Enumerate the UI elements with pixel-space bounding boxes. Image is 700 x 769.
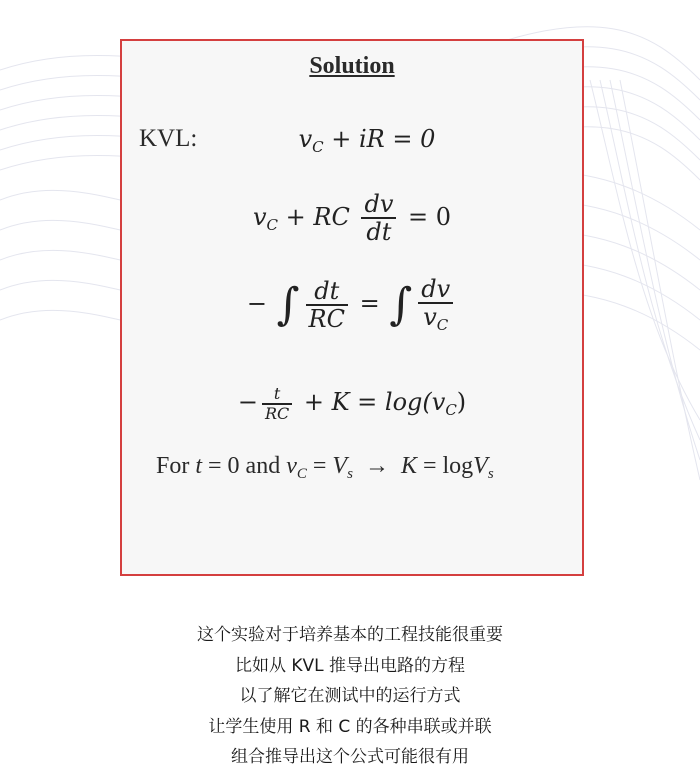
last-for: For [156,453,196,479]
eq3-num1: dt [306,278,348,306]
eq4-sub: C [445,401,457,420]
last-log: = log [416,453,474,479]
last-t-eq: = 0 and [202,453,287,479]
equation-differential [122,191,582,246]
eq3-den1: RC [308,304,345,333]
equation-integral [122,276,582,334]
eq4-minus: − [237,388,258,417]
slide-title: Solution [309,53,395,79]
integral-sign-right: ∫ [389,278,413,330]
last-sub-s2: s [487,466,494,482]
eq2-den: dt [366,218,392,247]
arrow-icon: → [352,453,401,479]
eq2-num: dv [361,191,396,219]
eq3-sub: C [436,316,449,335]
eq3-den2: v [423,303,437,332]
last-K: K [400,453,417,479]
eq4-fraction [262,385,292,422]
eq2-eq0: = 0 [400,202,452,231]
eq3-fraction-left [306,278,348,333]
last-sub-c: C [296,466,307,482]
initial-condition-line [156,453,494,483]
eq2-sub: C [266,215,279,234]
eq3-den2-wrap [418,304,453,334]
last-eq: = [306,453,333,479]
kvl-label: KVL: [139,125,198,152]
eq1-rest: + iR = 0 [323,125,436,153]
last-t: t [195,453,203,479]
last-v: v [286,453,297,479]
eq2-rc: + RC [278,202,358,231]
equation-log [122,385,582,422]
caption-line: 让学生使用 R 和 C 的各种串联或并联 [208,716,492,737]
eq1-sub: C [312,138,324,156]
eq4-close: ) [456,388,467,417]
subtitle-caption [0,620,700,769]
caption-line: 这个实验对于培养基本的工程技能很重要 [197,625,503,645]
eq4-num: t [262,385,292,405]
solution-slide [120,39,584,576]
eq3-fraction-right [418,276,453,334]
caption-line: 比如从 KVL 推导出电路的方程 [234,655,466,676]
integral-sign-left: ∫ [276,278,300,330]
eq2-v: v [252,202,267,231]
eq4-v: v [431,388,446,417]
last-sub-s: s [347,466,353,482]
eq1-v: v [298,125,313,153]
eq3-minus: − [246,289,267,318]
equation-kvl [122,125,582,156]
eq4-den: RC [264,403,290,423]
caption-line: 组合推导出这个公式可能很有用 [231,747,469,767]
last-V2: V [473,453,488,479]
last-V: V [332,453,348,479]
eq4-mid: + K = log( [296,388,432,417]
eq3-num2: dv [418,276,453,304]
eq3-equals: = [351,289,388,318]
caption-line: 以了解它在测试中的运行方式 [239,686,461,706]
eq2-fraction [361,191,396,246]
